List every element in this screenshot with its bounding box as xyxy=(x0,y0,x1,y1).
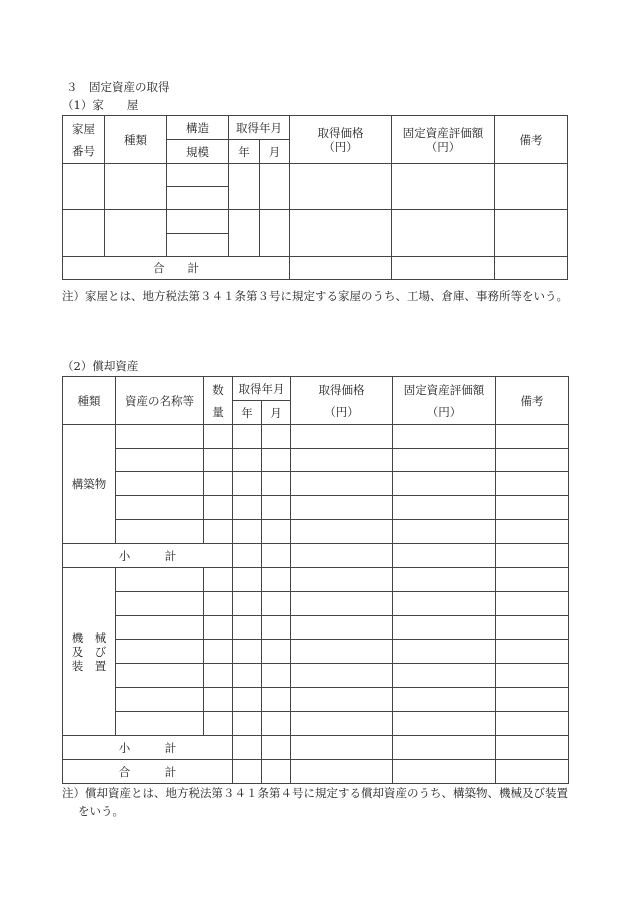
cell[interactable] xyxy=(262,520,291,544)
cell[interactable] xyxy=(496,616,569,640)
cell[interactable] xyxy=(204,520,233,544)
cell[interactable] xyxy=(291,472,393,496)
cell[interactable] xyxy=(233,544,262,568)
cell[interactable] xyxy=(167,234,229,257)
cell[interactable] xyxy=(393,736,496,760)
cell[interactable] xyxy=(204,568,233,592)
cell[interactable] xyxy=(496,568,569,592)
table-row xyxy=(63,449,569,472)
cell[interactable] xyxy=(393,544,496,568)
cell[interactable] xyxy=(290,210,392,257)
cell[interactable] xyxy=(496,592,569,616)
table-row xyxy=(63,472,569,496)
header-structure: 構造 xyxy=(167,116,229,140)
cell[interactable] xyxy=(291,496,393,520)
header-year: 年 xyxy=(229,140,260,164)
cell[interactable] xyxy=(233,712,262,736)
cell[interactable] xyxy=(116,472,204,496)
cell[interactable] xyxy=(262,472,291,496)
cell[interactable] xyxy=(393,568,496,592)
cell[interactable] xyxy=(204,640,233,664)
cell[interactable] xyxy=(495,257,568,280)
cell[interactable] xyxy=(495,210,568,257)
table-row xyxy=(63,520,569,544)
table-row xyxy=(63,640,569,664)
cell[interactable] xyxy=(291,736,393,760)
cell[interactable] xyxy=(116,449,204,472)
cell[interactable] xyxy=(116,640,204,664)
cell[interactable] xyxy=(291,592,393,616)
cell[interactable] xyxy=(204,449,233,472)
cell[interactable] xyxy=(290,164,392,210)
cell[interactable] xyxy=(105,210,167,257)
total-row xyxy=(63,760,569,784)
cell[interactable] xyxy=(233,688,262,712)
cell[interactable] xyxy=(393,760,496,784)
cell[interactable] xyxy=(393,520,496,544)
cell[interactable] xyxy=(204,425,233,449)
cell[interactable] xyxy=(262,544,291,568)
cell[interactable] xyxy=(496,544,569,568)
cell[interactable] xyxy=(392,210,495,257)
cell[interactable] xyxy=(393,640,496,664)
cell[interactable] xyxy=(393,664,496,688)
cell[interactable] xyxy=(167,210,229,234)
cell[interactable] xyxy=(262,688,291,712)
cell[interactable] xyxy=(392,164,495,210)
cell[interactable] xyxy=(262,616,291,640)
cell[interactable] xyxy=(233,664,262,688)
cell[interactable] xyxy=(262,592,291,616)
header-acquisition-price: 取得価格 （円） xyxy=(291,377,393,425)
cell[interactable] xyxy=(204,664,233,688)
cell[interactable] xyxy=(290,257,392,280)
cell[interactable] xyxy=(233,472,262,496)
cell[interactable] xyxy=(116,712,204,736)
cell[interactable] xyxy=(63,210,105,257)
cell[interactable] xyxy=(496,712,569,736)
subtotal-label: 小 計 xyxy=(63,544,233,568)
subtotal-label: 小 計 xyxy=(63,736,233,760)
cell[interactable] xyxy=(291,425,393,449)
cell[interactable] xyxy=(262,760,291,784)
header-valuation: 固定資産評価額 （円） xyxy=(392,116,495,164)
cell[interactable] xyxy=(116,664,204,688)
cell[interactable] xyxy=(262,568,291,592)
cell[interactable] xyxy=(496,496,569,520)
cell[interactable] xyxy=(233,568,262,592)
cell[interactable] xyxy=(204,592,233,616)
cell[interactable] xyxy=(291,664,393,688)
cell[interactable] xyxy=(116,592,204,616)
header-remarks: 備考 xyxy=(495,116,568,164)
cell[interactable] xyxy=(116,496,204,520)
cell[interactable] xyxy=(262,496,291,520)
cell[interactable] xyxy=(260,210,290,257)
cell[interactable] xyxy=(63,164,105,210)
table-row xyxy=(63,568,569,592)
cell[interactable] xyxy=(233,449,262,472)
cell[interactable] xyxy=(233,760,262,784)
cell[interactable] xyxy=(496,760,569,784)
cell[interactable] xyxy=(291,640,393,664)
cell[interactable] xyxy=(496,449,569,472)
header-valuation: 固定資産評価額 （円） xyxy=(393,377,496,425)
cell[interactable] xyxy=(233,640,262,664)
cell[interactable] xyxy=(291,449,393,472)
cell[interactable] xyxy=(229,164,260,210)
cell[interactable] xyxy=(262,712,291,736)
cell[interactable] xyxy=(116,425,204,449)
depreciable-table xyxy=(62,376,569,784)
header-year: 年 xyxy=(233,401,262,425)
table-row xyxy=(63,210,568,234)
cell[interactable] xyxy=(393,712,496,736)
cell[interactable] xyxy=(393,616,496,640)
table-row xyxy=(63,712,569,736)
cell[interactable] xyxy=(116,568,204,592)
header-acquisition-price: 取得価格 （円） xyxy=(290,116,392,164)
cell[interactable] xyxy=(105,164,167,210)
cell[interactable] xyxy=(291,760,393,784)
houses-table xyxy=(62,115,568,280)
header-kind: 種類 xyxy=(63,377,116,425)
cell[interactable] xyxy=(167,187,229,210)
cell[interactable] xyxy=(496,664,569,688)
table-row xyxy=(63,425,569,449)
header-remarks: 備考 xyxy=(496,377,569,425)
header-month: 月 xyxy=(260,140,290,164)
cell[interactable] xyxy=(229,210,260,257)
header-month: 月 xyxy=(262,401,291,425)
cell[interactable] xyxy=(392,257,495,280)
header-acquisition-ym: 取得年月 xyxy=(229,116,290,140)
cell[interactable] xyxy=(291,544,393,568)
cell[interactable] xyxy=(496,472,569,496)
cell[interactable] xyxy=(393,688,496,712)
cell[interactable] xyxy=(233,592,262,616)
cell[interactable] xyxy=(496,520,569,544)
header-quantity: 数 量 xyxy=(204,377,233,425)
cell[interactable] xyxy=(116,688,204,712)
subtotal-row xyxy=(63,736,569,760)
cell[interactable] xyxy=(167,164,229,187)
group-machinery: 機 械 及 び 装 置 xyxy=(63,568,116,736)
cell[interactable] xyxy=(393,449,496,472)
cell[interactable] xyxy=(496,425,569,449)
header-house-number: 家屋 番号 xyxy=(63,116,105,164)
cell[interactable] xyxy=(262,664,291,688)
cell[interactable] xyxy=(393,496,496,520)
cell[interactable] xyxy=(393,425,496,449)
cell[interactable] xyxy=(204,496,233,520)
group-structures: 構築物 xyxy=(63,425,116,544)
table-row xyxy=(63,688,569,712)
cell[interactable] xyxy=(291,568,393,592)
total-label: 合 計 xyxy=(63,257,290,280)
cell[interactable] xyxy=(393,472,496,496)
header-scale: 規模 xyxy=(167,140,229,164)
cell[interactable] xyxy=(262,425,291,449)
cell[interactable] xyxy=(233,616,262,640)
cell[interactable] xyxy=(262,736,291,760)
header-kind: 種類 xyxy=(105,116,167,164)
section-title: ３ 固定資産の取得 xyxy=(66,80,170,94)
subtotal-row xyxy=(63,544,569,568)
houses-note: 注）家屋とは、地方税法第３４１条第３号に規定する家屋のうち、工場、倉庫、事務所等をいう。 xyxy=(62,289,568,303)
cell[interactable] xyxy=(291,688,393,712)
cell[interactable] xyxy=(495,164,568,210)
cell[interactable] xyxy=(233,736,262,760)
cell[interactable] xyxy=(291,616,393,640)
cell[interactable] xyxy=(262,449,291,472)
houses-subtitle: （1）家 屋 xyxy=(62,98,139,112)
cell[interactable] xyxy=(291,712,393,736)
cell[interactable] xyxy=(496,688,569,712)
cell[interactable] xyxy=(393,592,496,616)
table-row xyxy=(63,164,568,187)
cell[interactable] xyxy=(262,640,291,664)
cell[interactable] xyxy=(233,520,262,544)
table-row xyxy=(63,664,569,688)
total-row xyxy=(63,257,568,280)
table-row xyxy=(63,592,569,616)
cell[interactable] xyxy=(496,736,569,760)
table-row xyxy=(63,496,569,520)
cell[interactable] xyxy=(233,425,262,449)
cell[interactable] xyxy=(204,472,233,496)
header-asset-name: 資産の名称等 xyxy=(116,377,204,425)
cell[interactable] xyxy=(204,616,233,640)
cell[interactable] xyxy=(291,520,393,544)
header-acquisition-ym: 取得年月 xyxy=(233,377,291,401)
cell[interactable] xyxy=(233,496,262,520)
cell[interactable] xyxy=(204,688,233,712)
cell[interactable] xyxy=(116,616,204,640)
cell[interactable] xyxy=(116,520,204,544)
cell[interactable] xyxy=(204,712,233,736)
cell[interactable] xyxy=(260,164,290,210)
depreciable-subtitle: （2）償却資産 xyxy=(62,359,139,373)
total-label: 合 計 xyxy=(63,760,233,784)
table-row xyxy=(63,616,569,640)
cell[interactable] xyxy=(496,640,569,664)
depreciable-note: 注）償却資産とは、地方税法第３４１条第４号に規定する償却資産のうち、構築物、機械及び装置をいう。 xyxy=(62,786,568,818)
